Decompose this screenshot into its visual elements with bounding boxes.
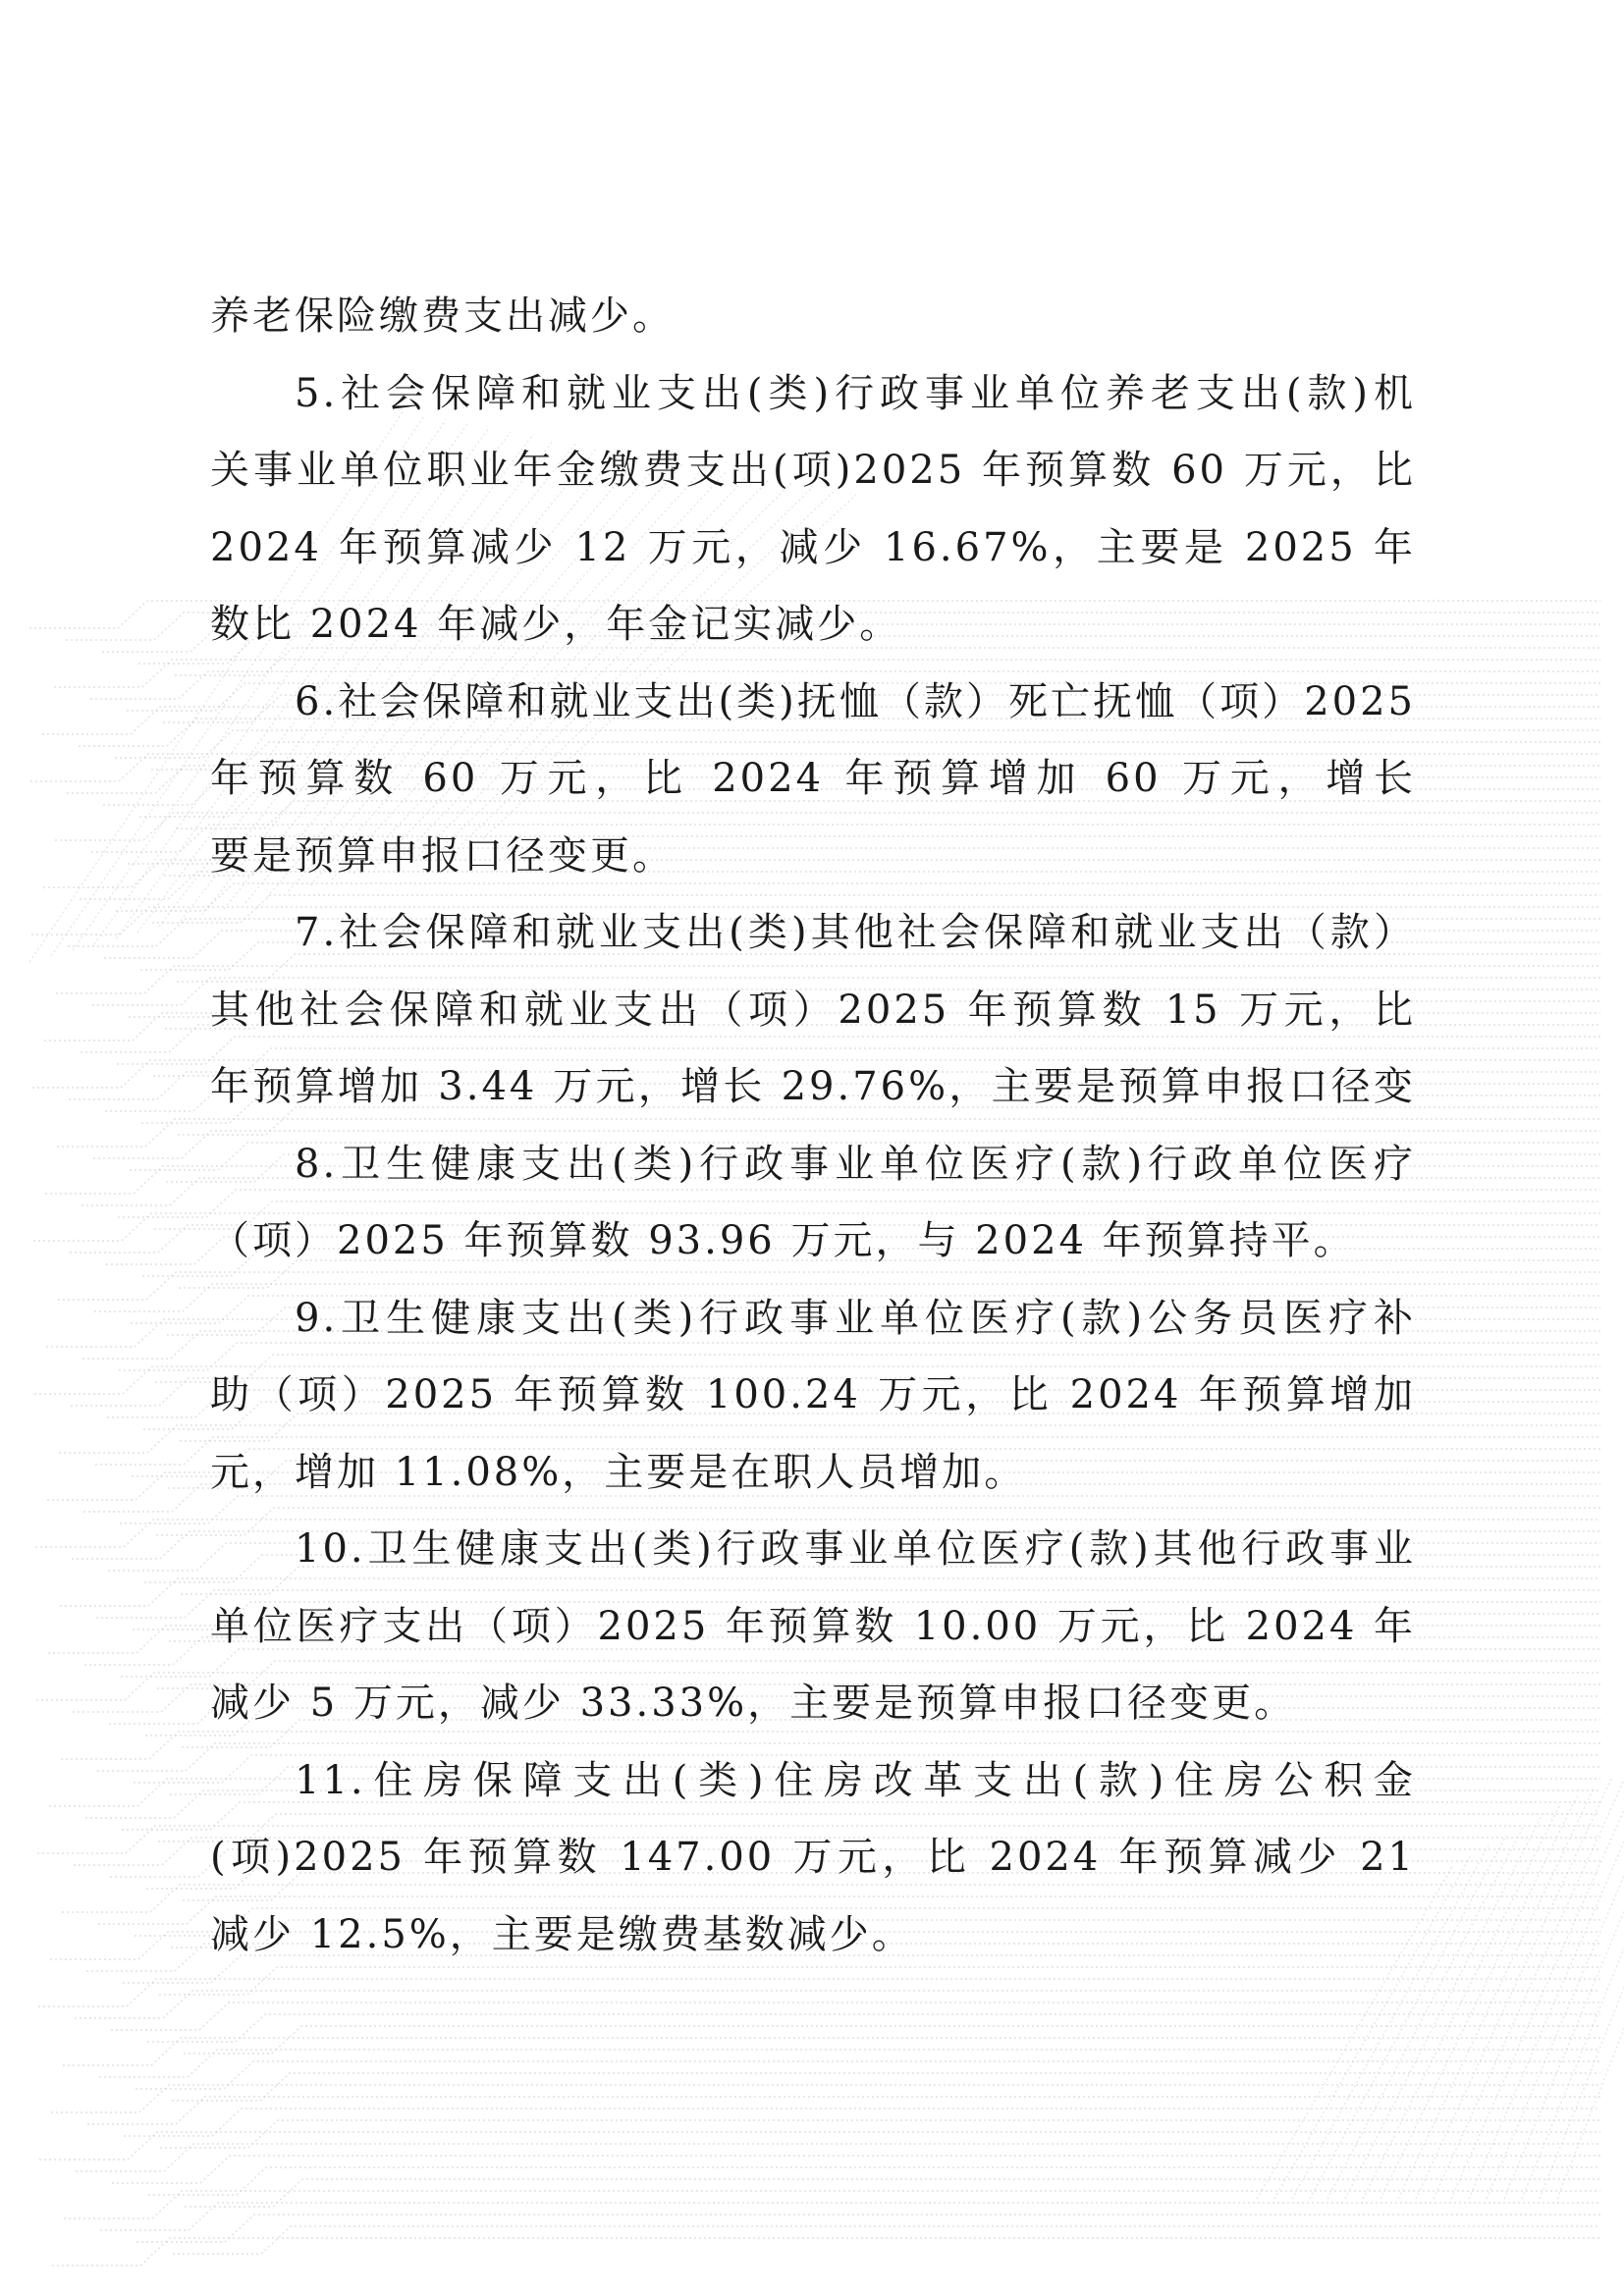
text-line: 其他社会保障和就业支出（项）2025 年预算数 15 万元，比 [210,987,1416,1033]
text-line: 减少 5 万元，减少 33.33%，主要是预算申报口径变更。 [210,1681,1297,1726]
text-line: 减少 12.5%，主要是缴费基数减少。 [210,1911,914,1957]
text-line: 5.社会保障和就业支出(类)行政事业单位养老支出(款)机 [295,370,1416,416]
text-line: 要是预算申报口径变更。 [210,832,675,879]
text-line: 数比 2024 年减少，年金记实减少。 [210,602,902,647]
text-line: 7.社会保障和就业支出(类)其他社会保障和就业支出（款） [295,910,1416,955]
text-line: 养老保险缴费支出减少。 [210,294,675,339]
text-line: (项)2025 年预算数 147.00 万元，比 2024 年预算减少 21 [210,1835,1416,1880]
text-line: 元，增加 11.08%，主要是在职人员增加。 [210,1449,1027,1495]
text-line: 关事业单位职业年金缴费支出(项)2025 年预算数 60 万元，比 [210,448,1416,493]
text-line: 年预算数 60 万元，比 2024 年预算增加 60 万元，增长 [210,756,1416,801]
text-line: 8.卫生健康支出(类)行政事业单位医疗(款)行政单位医疗 [295,1141,1416,1187]
text-line: 单位医疗支出（项）2025 年预算数 10.00 万元，比 2024 年 [210,1603,1416,1649]
document-body [210,278,1416,1973]
text-line: 11.住房保障支出(类)住房改革支出(款)住房公积金 [295,1757,1416,1803]
text-line: 助（项）2025 年预算数 100.24 万元，比 2024 年预算增加 [210,1372,1416,1417]
text-line: 2024 年预算减少 12 万元，减少 16.67%，主要是 2025 年 [210,524,1416,570]
text-line: （项）2025 年预算数 93.96 万元，与 2024 年预算持平。 [210,1218,1356,1263]
text-line: 年预算增加 3.44 万元，增长 29.76%，主要是预算申报口径变 [210,1064,1416,1109]
text-line: 6.社会保障和就业支出(类)抚恤（款）死亡抚恤（项）2025 [295,678,1416,724]
text-line: 9.卫生健康支出(类)行政事业单位医疗(款)公务员医疗补 [295,1295,1416,1341]
text-line: 10.卫生健康支出(类)行政事业单位医疗(款)其他行政事业 [295,1526,1416,1572]
